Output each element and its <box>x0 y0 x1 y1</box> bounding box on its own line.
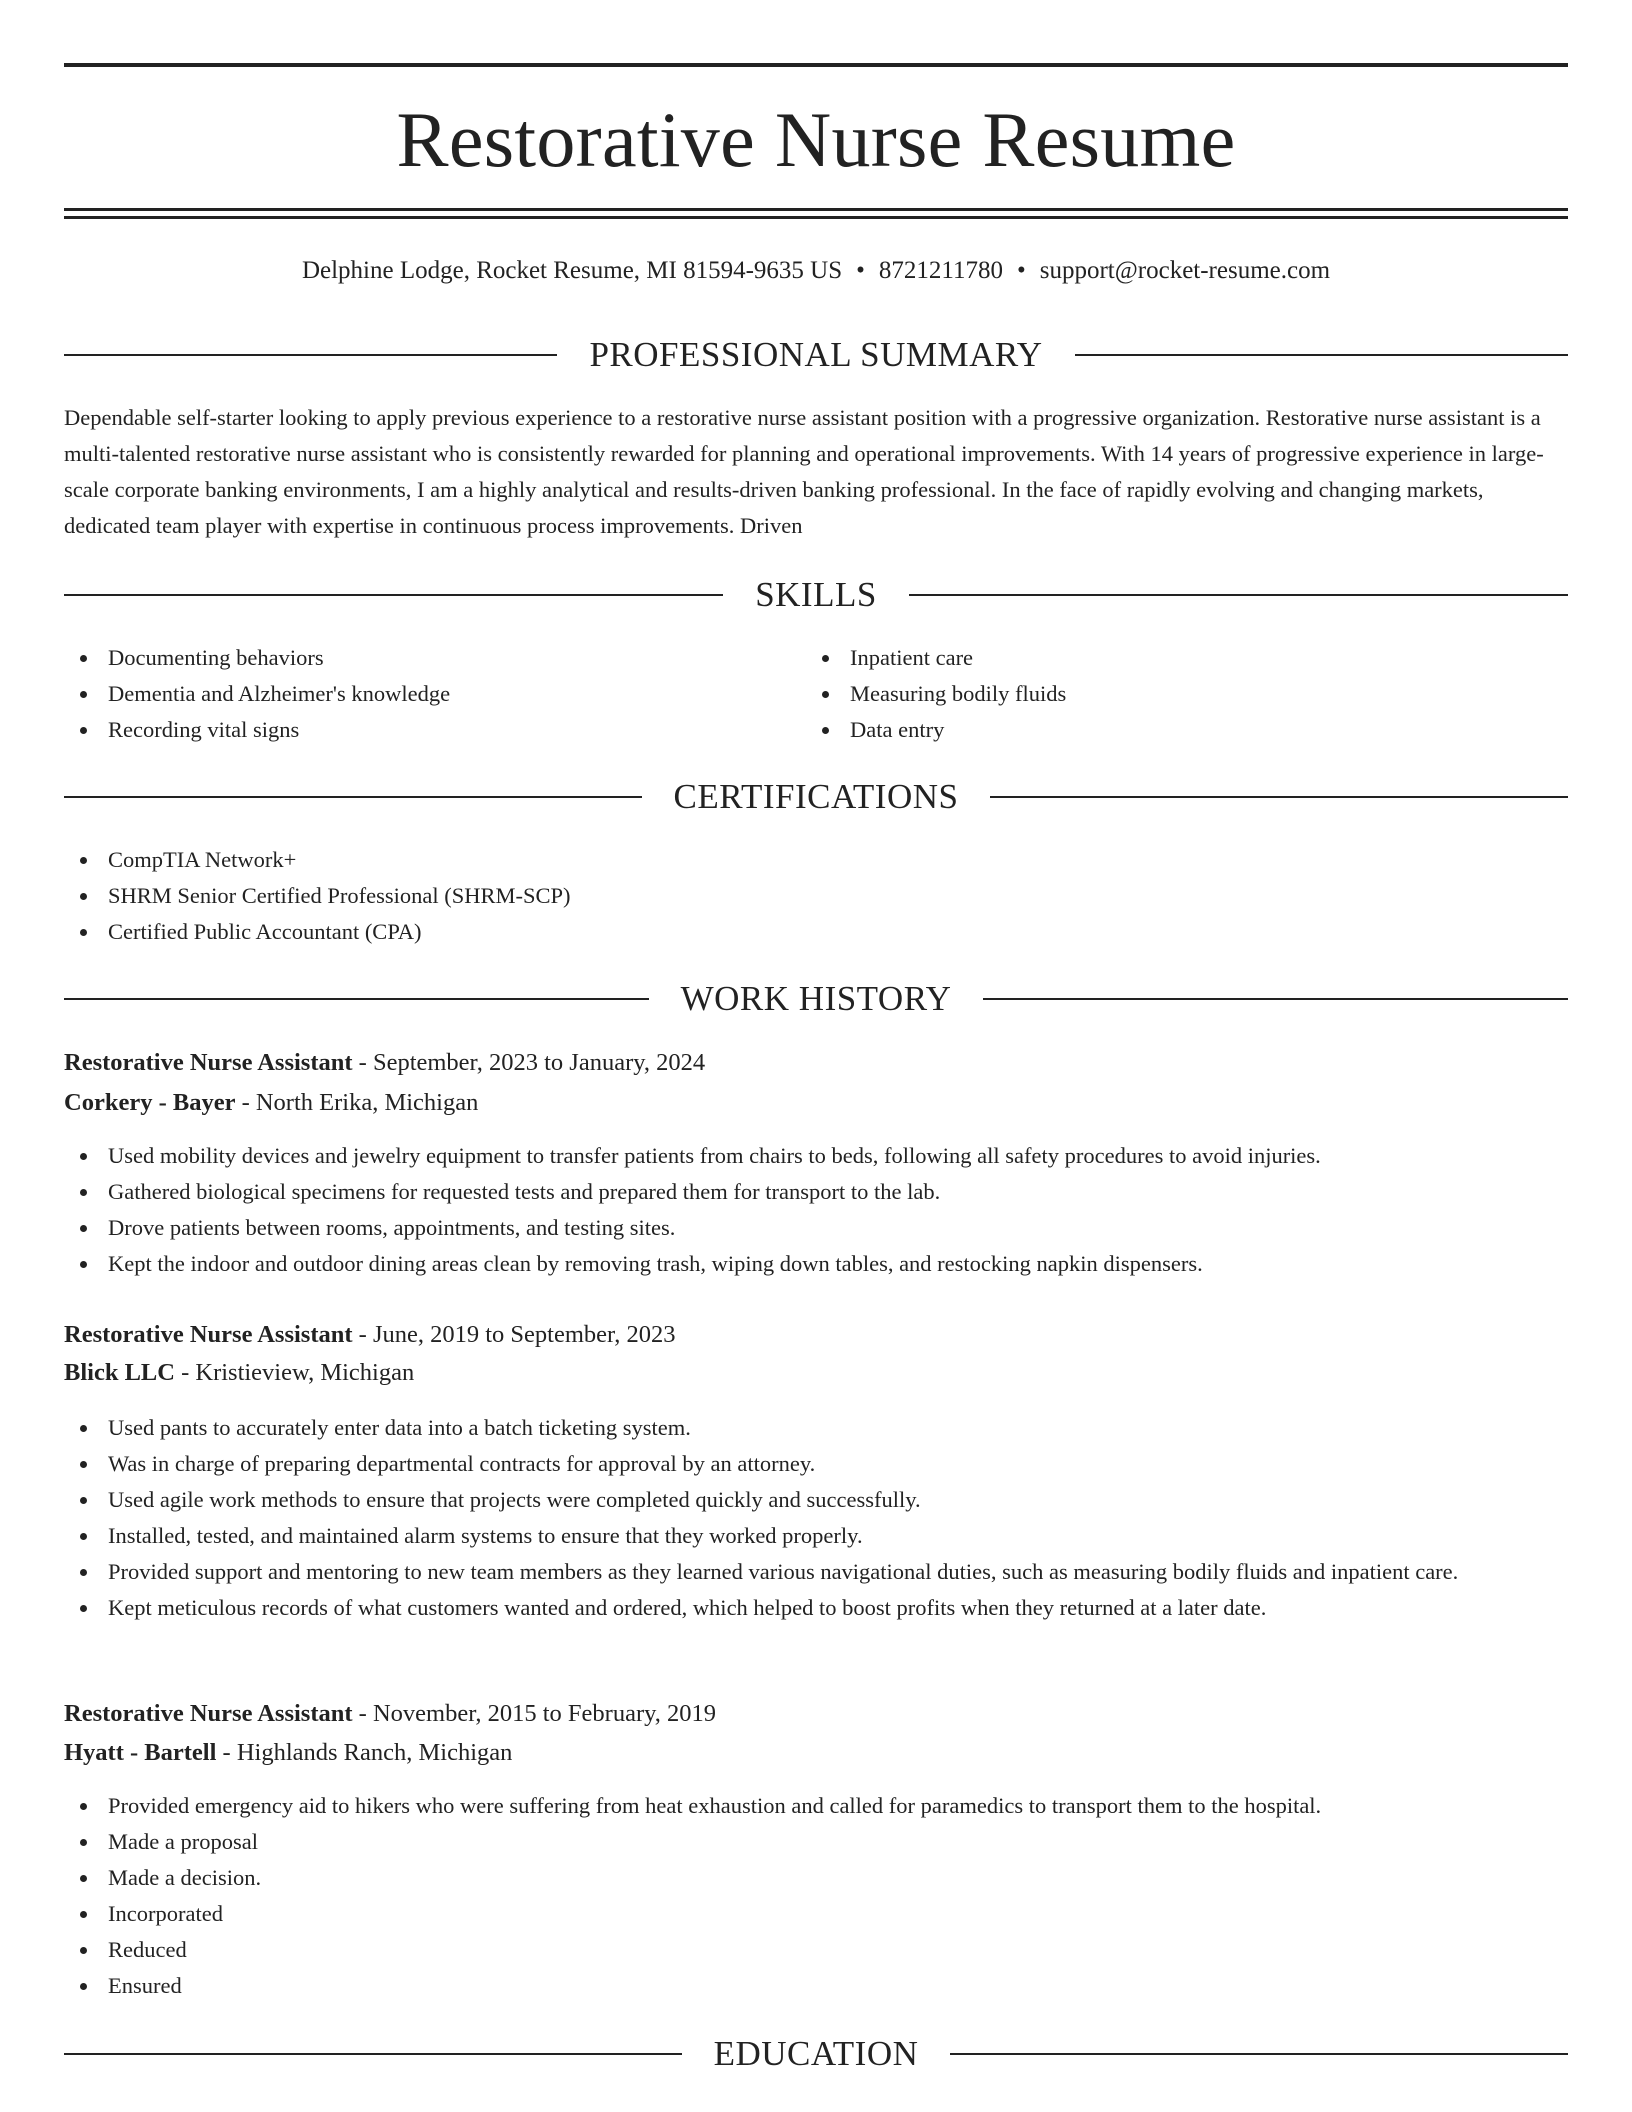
top-rule <box>64 63 1568 67</box>
job-title: Restorative Nurse Assistant <box>64 1049 353 1076</box>
job-duties-list <box>64 1788 1568 2004</box>
job-duty: Ensured <box>64 1968 1568 2004</box>
job-duty: Provided emergency aid to hikers who were suffering from heat exhaustion and called for paramedics to transport them to the hospital. <box>64 1788 1568 1824</box>
job-duty: Made a decision. <box>64 1860 1568 1896</box>
job-duty: Used pants to accurately enter data into a batch ticketing system. <box>64 1410 1568 1446</box>
job-company: Hyatt - Bartell <box>64 1739 217 1766</box>
education-heading <box>64 2032 1568 2076</box>
contact-separator: • <box>856 257 865 284</box>
job-dates: - June, 2019 to September, 2023 <box>352 1321 676 1348</box>
job-duty: Drove patients between rooms, appointments, and testing sites. <box>64 1210 1568 1246</box>
title-rule-upper <box>64 208 1568 211</box>
job-duties-list <box>64 1410 1568 1626</box>
job-duty: Kept meticulous records of what customers wanted and ordered, which helped to boost profits when they returned at a later date. <box>64 1590 1568 1626</box>
heading-rule <box>64 354 557 356</box>
skill-item: Documenting behaviors <box>64 640 804 676</box>
heading-rule <box>64 796 642 798</box>
skills-list-left <box>64 640 804 748</box>
resume-title: Restorative Nurse Resume <box>396 96 1236 183</box>
contact-separator: • <box>1016 257 1026 284</box>
job-title-line <box>64 1045 1568 1081</box>
heading-rule <box>64 594 723 596</box>
job-title: Restorative Nurse Assistant <box>64 1321 353 1348</box>
summary-heading-label: PROFESSIONAL SUMMARY <box>589 335 1043 374</box>
job-location: - Kristieview, Michigan <box>174 1359 415 1386</box>
work-history-heading-label: WORK HISTORY <box>680 979 952 1018</box>
heading-rule <box>950 2053 1568 2055</box>
job-title-line <box>64 1317 1568 1353</box>
skill-item: Dementia and Alzheimer's knowledge <box>64 676 804 712</box>
job-dates: - November, 2015 to February, 2019 <box>352 1700 717 1727</box>
heading-rule <box>1075 354 1568 356</box>
job-location: - North Erika, Michigan <box>235 1089 479 1116</box>
job-duty: Gathered biological specimens for requested tests and prepared them for transport to the lab. <box>64 1174 1568 1210</box>
job-company-line <box>64 1735 1568 1771</box>
heading-rule <box>64 2053 682 2055</box>
summary-heading <box>64 333 1568 377</box>
heading-rule <box>909 594 1568 596</box>
contact-line <box>64 254 1568 288</box>
contact-phone: 8721211780 <box>878 257 1003 284</box>
job-duty: Reduced <box>64 1932 1568 1968</box>
title-rule-lower <box>64 216 1568 219</box>
job-company: Blick LLC <box>64 1359 175 1386</box>
education-heading-label: EDUCATION <box>713 2034 919 2073</box>
job-location: - Highlands Ranch, Michigan <box>216 1739 513 1766</box>
heading-rule <box>990 796 1568 798</box>
job-title-line <box>64 1696 1568 1732</box>
work-history-heading <box>64 977 1568 1021</box>
job-company: Corkery - Bayer <box>64 1089 236 1116</box>
certifications-list <box>64 842 1568 950</box>
certification-item: Certified Public Accountant (CPA) <box>64 914 1568 950</box>
job-duty: Used agile work methods to ensure that projects were completed quickly and successfully. <box>64 1482 1568 1518</box>
resume-page <box>64 0 1568 2112</box>
job-dates: - September, 2023 to January, 2024 <box>352 1049 706 1076</box>
contact-email: support@rocket-resume.com <box>1039 257 1331 284</box>
skill-item: Recording vital signs <box>64 712 804 748</box>
skill-item: Data entry <box>806 712 1546 748</box>
skills-list-right <box>806 640 1546 748</box>
job-duty: Kept the indoor and outdoor dining areas clean by removing trash, wiping down tables, and restocking napkin dispensers. <box>64 1246 1568 1282</box>
job-duty: Provided support and mentoring to new team members as they learned various navigational duties, such as measuring bodily fluids and inpatient care. <box>64 1554 1568 1590</box>
contact-address: Delphine Lodge, Rocket Resume, MI 81594-9635 US <box>301 257 843 284</box>
heading-rule <box>64 998 649 1000</box>
certification-item: SHRM Senior Certified Professional (SHRM-SCP) <box>64 878 1568 914</box>
job-duty: Made a proposal <box>64 1824 1568 1860</box>
skills-heading-label: SKILLS <box>755 575 877 614</box>
skills-heading <box>64 573 1568 617</box>
job-duty: Incorporated <box>64 1896 1568 1932</box>
skill-item: Measuring bodily fluids <box>806 676 1546 712</box>
job-company-line <box>64 1355 1568 1391</box>
job-company-line <box>64 1085 1568 1121</box>
job-duty: Installed, tested, and maintained alarm systems to ensure that they worked properly. <box>64 1518 1568 1554</box>
job-duties-list <box>64 1138 1568 1282</box>
job-duty: Was in charge of preparing departmental contracts for approval by an attorney. <box>64 1446 1568 1482</box>
certifications-heading-label: CERTIFICATIONS <box>673 777 959 816</box>
summary-text: Dependable self-starter looking to apply previous experience to a restorative nurse assistant position with a progressive organization. Restorative nurse assistant is a multi-talented restorative nurse assistant who is consistently rewarded for planning and operational improvements. With 14 years of progressive experience in large-scale corporate banking environments, I am a highly analytical and results-driven banking professional. In the face of rapidly evolving and changing markets, dedicated team player with expertise in continuous process improvements. Driven <box>64 405 1544 538</box>
skill-item: Inpatient care <box>806 640 1546 676</box>
job-duty: Used mobility devices and jewelry equipment to transfer patients from chairs to beds, following all safety procedures to avoid injuries. <box>64 1138 1568 1174</box>
heading-rule <box>983 998 1568 1000</box>
job-title: Restorative Nurse Assistant <box>64 1700 353 1727</box>
certification-item: CompTIA Network+ <box>64 842 1568 878</box>
certifications-heading <box>64 775 1568 819</box>
